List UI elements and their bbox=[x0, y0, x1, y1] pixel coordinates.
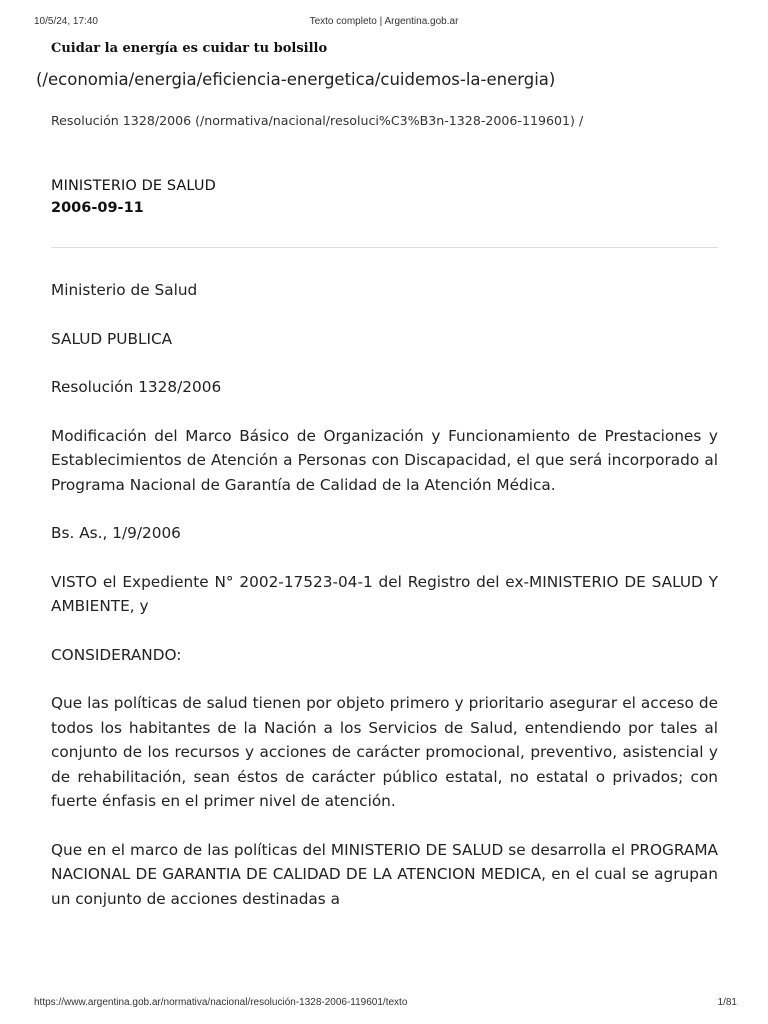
paragraph-program: Que en el marco de las políticas del MINISTERIO DE SALUD se desarrolla el PROGRAMA NACIONAL DE GARANTIA DE CALIDAD DE LA ATENCION MEDICA, en el cual se agrupan un conjunto de acciones destinadas a bbox=[51, 840, 718, 908]
promo-title[interactable]: Cuidar la energía es cuidar tu bolsillo bbox=[51, 41, 328, 56]
paragraph-place-date: Bs. As., 1/9/2006 bbox=[51, 524, 181, 542]
document-date: 2006-09-11 bbox=[51, 200, 144, 216]
paragraph-visto: VISTO el Expediente N° 2002-17523-04-1 del Registro del ex-MINISTERIO DE SALUD Y AMBIENTE, y bbox=[51, 572, 718, 615]
print-footer bbox=[0, 997, 768, 1011]
print-header bbox=[0, 16, 768, 30]
print-datetime: 10/5/24, 17:40 bbox=[34, 16, 98, 27]
document-issuer: MINISTERIO DE SALUD bbox=[51, 178, 216, 194]
paragraph-section: SALUD PUBLICA bbox=[51, 329, 173, 348]
print-page-number: 1/81 bbox=[717, 997, 737, 1008]
paragraph-policies: Que las políticas de salud tienen por objeto primero y prioritario asegurar el acceso de todos los habitantes de la Nación a los Servicios de Salud, entendiendo por tales al conjunto de los recursos y acciones de carácter promocional, preventivo, asistencial y de rehabilitación, sean éstos de carácter público estatal, no estatal o privados; con fuerte énfasis en el primer nivel de atención. bbox=[51, 694, 718, 810]
paragraph-summary: Modificación del Marco Básico de Organización y Funcionamiento de Prestaciones y Establecimientos de Atención a Personas con Discapacidad, el que será incorporado al Programa Nacional de Garantía de Calidad de la Atención Médica. bbox=[51, 426, 718, 494]
print-url: https://www.argentina.gob.ar/normativa/nacional/resolución-1328-2006-119601/texto bbox=[34, 997, 408, 1008]
paragraph-resolution: Resolución 1328/2006 bbox=[51, 378, 222, 396]
breadcrumb[interactable]: Resolución 1328/2006 (/normativa/nacional/resoluci%C3%B3n-1328-2006-119601) / bbox=[51, 113, 584, 128]
divider bbox=[51, 247, 718, 248]
print-page-title: Texto completo | Argentina.gob.ar bbox=[309, 16, 459, 27]
paragraph-considerando: CONSIDERANDO: bbox=[51, 645, 182, 664]
promo-link[interactable]: (/economia/energia/eficiencia-energetica/cuidemos-la-energia) bbox=[36, 70, 556, 89]
paragraph-ministry: Ministerio de Salud bbox=[51, 281, 198, 299]
document-body bbox=[51, 278, 718, 935]
